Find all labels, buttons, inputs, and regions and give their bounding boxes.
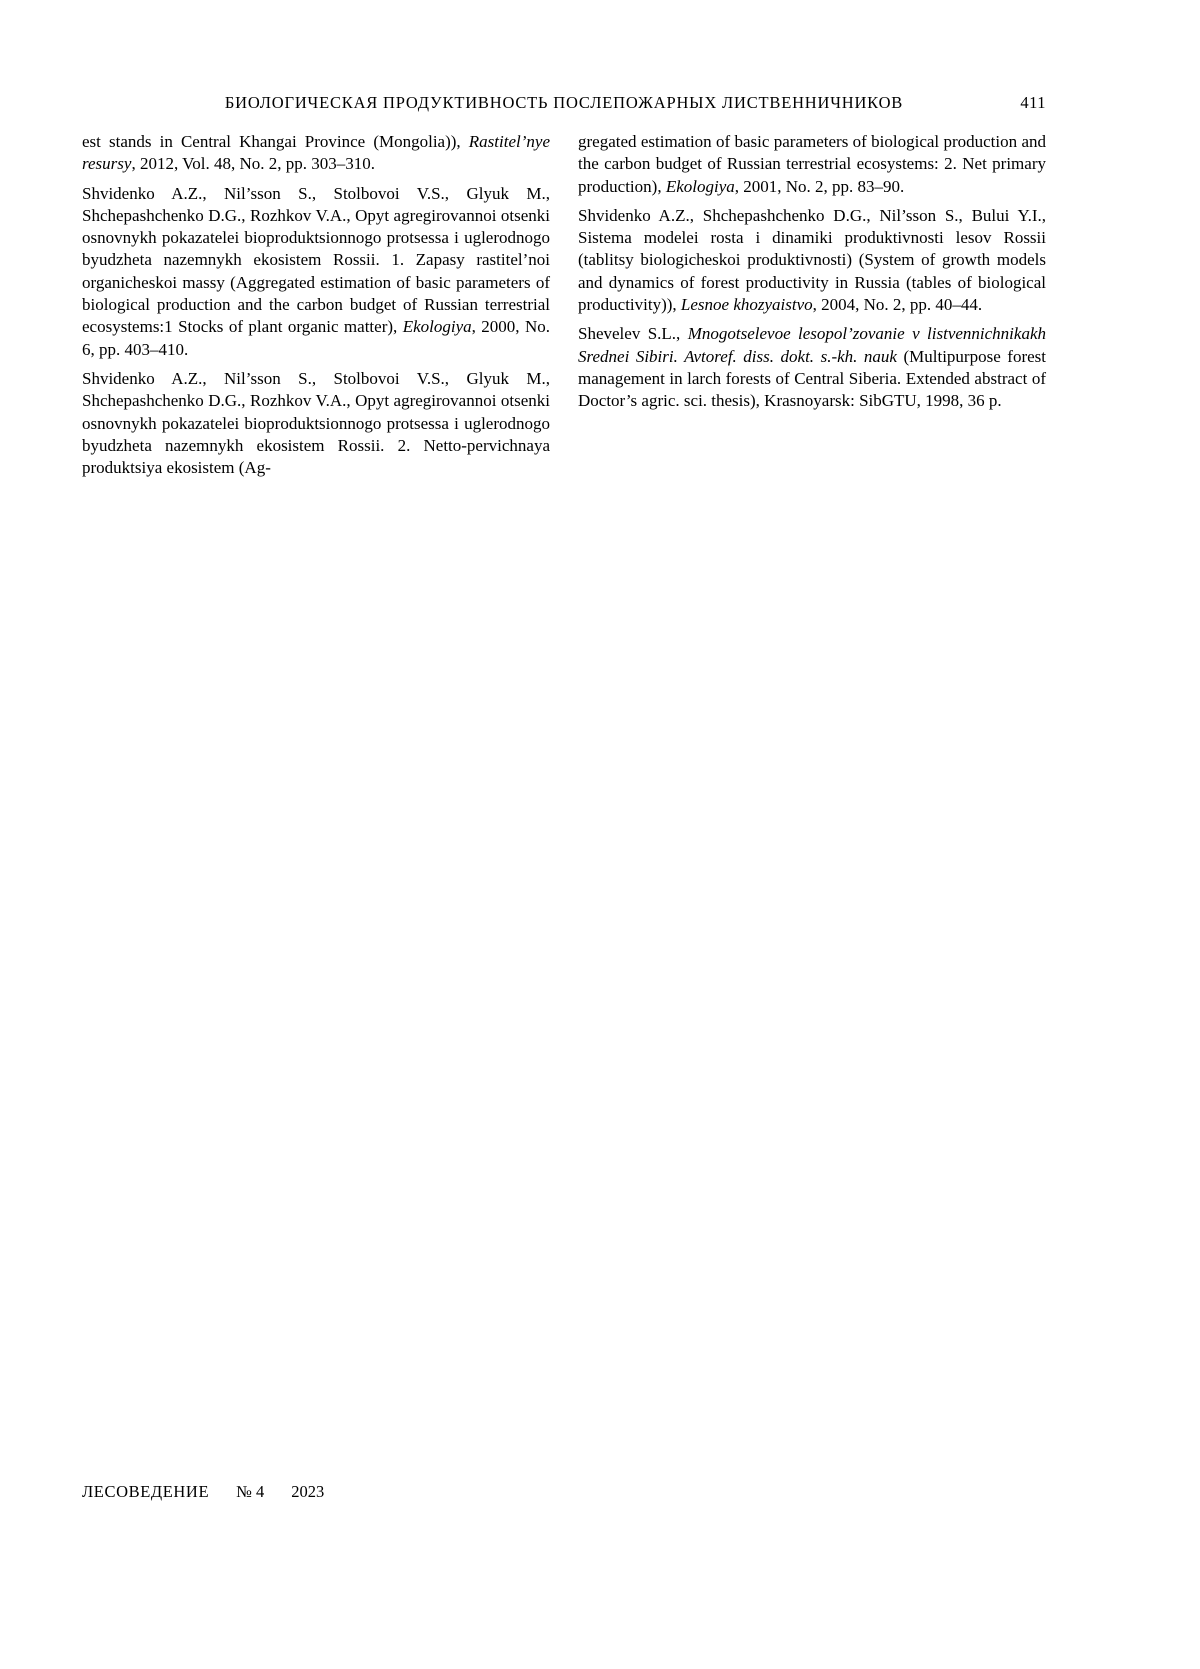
reference-segment-italic: Lesnoe khozyaistvo	[680, 295, 813, 315]
footer-journal-name: ЛЕСОВЕДЕНИЕ	[82, 1482, 210, 1501]
footer-year: 2023	[291, 1482, 325, 1501]
reference-segment: , 2000, No. 6, pp. 403–410.	[82, 317, 550, 359]
reference-segment-italic: Ekologiya	[665, 176, 735, 196]
reference-segment: Shvidenko A.Z., Shchepashchenko D.G., Nil’sson S., Bului Y.I., Sistema modelei rosta i dinamiki produktivnosti lesov Rossii (tablitsy biologicheskoi produktivnosti) (System of growth models and dynamics of forest productivity in Russia (tables of biological productivity)),	[578, 205, 1046, 315]
references-right-column	[578, 131, 1046, 486]
running-head-title: БИОЛОГИЧЕСКАЯ ПРОДУКТИВНОСТЬ ПОСЛЕПОЖАРНЫХ ЛИСТВЕННИЧНИКОВ	[224, 93, 904, 112]
reference-segment: gregated estimation of basic parameters of biological production and the carbon budget of Russian terrestrial ecosystems: 2. Net primary production),	[578, 132, 1046, 196]
reference-entry	[82, 368, 550, 479]
reference-segment: , 2004, No. 2, pp. 40–44.	[812, 295, 983, 315]
reference-segment: Shvidenko A.Z., Nil’sson S., Stolbovoi V.S., Glyuk M., Shchepashchenko D.G., Rozhkov V.A., Opyt agregirovannoi otsenki osnovnykh pokazatelei bioproduktsionnogo protsessa i uglerodnogo byudzheta nazemnykh ekosistem Rossii. 1. Zapasy rastitel’noi organicheskoi massy (Aggregated estimation of basic parameters of biological production and the carbon budget of Russian terrestrial ecosystems:1 Stocks of plant organic matter),	[82, 183, 550, 337]
reference-segment: , 2012, Vol. 48, No. 2, pp. 303–310.	[131, 154, 375, 174]
reference-entry	[578, 131, 1046, 198]
reference-entry	[578, 323, 1046, 412]
reference-segment: est stands in Central Khangai Province (Mongolia)),	[82, 132, 469, 151]
page-footer	[82, 1481, 324, 1503]
reference-segment: , 2001, No. 2, pp. 83–90.	[734, 176, 905, 196]
reference-segment: (Multipurpose forest management in larch forests of Central Siberia. Extended abstract of Doctor’s agric. sci. thesis), Krasnoyarsk: SibGTU, 1998, 36 p.	[578, 346, 1046, 411]
footer-issue-number: № 4	[236, 1482, 265, 1501]
reference-segment: Shvidenko A.Z., Nil’sson S., Stolbovoi V.S., Glyuk M., Shchepashchenko D.G., Rozhkov V.A., Opyt agregirovannoi otsenki osnovnykh pokazatelei bioproduktsionnogo protsessa i uglerodnogo byudzheta nazemnykh ekosistem Rossii. 2. Netto-pervichnaya produktsiya ekosistem (Ag-	[82, 368, 550, 478]
page-number: 411	[1020, 93, 1046, 112]
reference-entry	[578, 205, 1046, 316]
reference-segment-italic: Ekologiya	[402, 317, 472, 337]
references-section	[82, 131, 1046, 486]
reference-segment-italic: Mnogotselevoe lesopol’zovanie v listvennichnikakh Srednei Sibiri. Avtoref. diss. dokt. s.-kh. nauk	[578, 324, 1047, 366]
references-left-column	[82, 131, 550, 486]
reference-segment-italic: Rastitel’nye resursy	[82, 132, 550, 174]
reference-segment: Shevelev S.L.,	[578, 324, 688, 344]
running-head	[82, 92, 1046, 114]
reference-entry	[82, 131, 550, 176]
reference-entry	[82, 183, 550, 361]
